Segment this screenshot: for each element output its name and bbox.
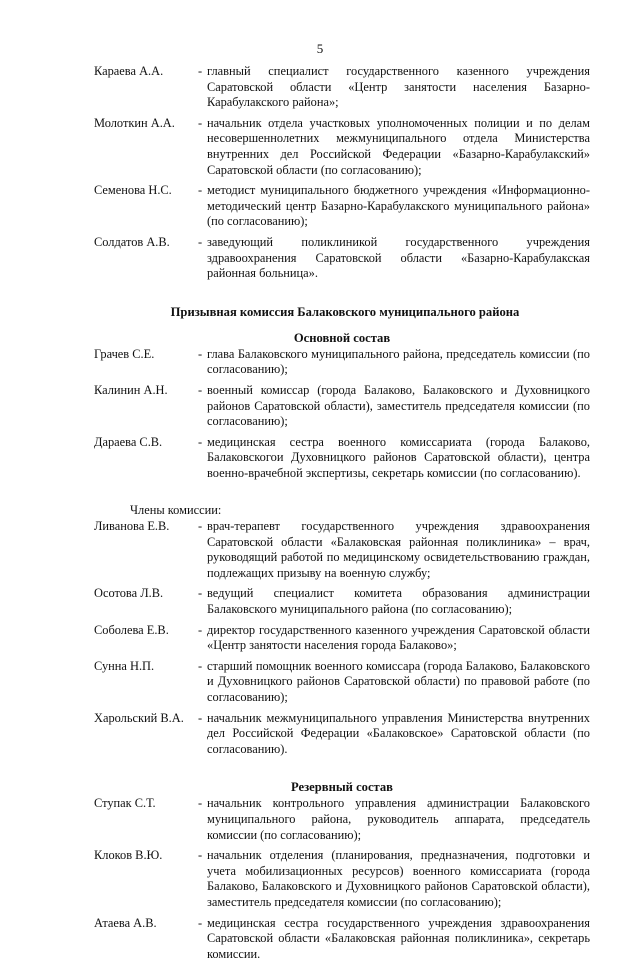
person-name: Молоткин А.А. xyxy=(94,115,175,130)
dash: - xyxy=(198,346,203,361)
dash: - xyxy=(198,796,203,811)
person-name: Караева А.А. xyxy=(94,64,164,78)
list-item xyxy=(94,116,590,178)
person-position: медицинская сестра государственного учреждения здравоохранения Саратовской области «Балаковская районная поликлиника», секретарь комиссии. xyxy=(207,915,590,961)
person-position: методист муниципального бюджетного учреждения «Информационно-методический центр Базарно-Карабулакского муниципального района» (по согласованию); xyxy=(207,183,590,229)
person-name: Сунна Н.П. xyxy=(94,658,155,673)
dash: - xyxy=(198,64,203,78)
person-position: старший помощник военного комиссара (города Балаково, Балаковского и Духовницкого районов Саратовской области) по правовой работе (по согласованию); xyxy=(207,658,590,704)
list-item xyxy=(94,64,590,111)
person-position: медицинская сестра военного комиссариата (города Балаково, Балаковскогои Духовницкого районов Саратовской области), центра военно-врачебной экспертизы, секретарь комиссии (по согласованию). xyxy=(207,434,590,480)
dash: - xyxy=(198,382,203,397)
dash: - xyxy=(198,658,203,673)
person-name: Клоков В.Ю. xyxy=(94,848,163,863)
person-name: Грачев С.Е. xyxy=(94,346,155,361)
person-name: Харольский В.А. xyxy=(94,710,184,725)
person-name: Осотова Л.В. xyxy=(94,586,164,601)
person-name: Калинин А.Н. xyxy=(94,382,168,397)
person-position: врач-терапевт государственного учреждения здравоохранения Саратовской области «Балаковская районная поликлиника» – врач, руководящий работой по медицинскому освидетельствованию граждан, подлежащих призыву на военную службу; xyxy=(207,519,590,580)
person-name: Соболева Е.В. xyxy=(94,622,169,637)
person-name: Солдатов А.В. xyxy=(94,234,170,249)
page-number: 5 xyxy=(316,41,324,56)
main-section-title: Основной состав xyxy=(293,330,391,345)
dash: - xyxy=(198,848,203,863)
person-position: глава Балаковского муниципального района, председатель комиссии (по согласованию); xyxy=(207,346,590,377)
dash: - xyxy=(198,183,203,198)
person-name: Ливанова Е.В. xyxy=(94,519,170,534)
dash: - xyxy=(198,434,203,449)
commission-title: Призывная комиссия Балаковского муниципального района xyxy=(170,304,520,319)
list-item xyxy=(94,916,590,962)
dash: - xyxy=(198,622,203,637)
list-item xyxy=(94,659,590,706)
person-name: Дараева С.В. xyxy=(94,434,163,449)
list-item xyxy=(94,235,590,282)
list-item xyxy=(94,848,590,910)
person-position: начальник отдела участковых уполномоченных полиции и по делам несовершеннолетних межмуниципального отдела Министерства внутренних дел Российской Федерации «Базарно-Карабулакский» Саратовской области (по согласованию); xyxy=(207,115,590,177)
members-label: Члены комиссии: xyxy=(130,503,222,518)
person-position: заведующий поликлиникой государственного учреждения здравоохранения Саратовской области «Базарно-Карабулакская районная больница». xyxy=(207,234,590,281)
dash: - xyxy=(198,115,203,130)
list-item xyxy=(94,586,590,617)
list-item xyxy=(94,711,590,758)
person-name: Ступак С.Т. xyxy=(94,796,156,811)
person-name: Атаева А.В. xyxy=(94,915,157,930)
dash: - xyxy=(198,234,203,249)
person-position: ведущий специалист комитета образования администрации Балаковского муниципального района (по согласованию); xyxy=(207,586,590,617)
person-position: начальник контрольного управления администрации Балаковского муниципального района, руководитель аппарата, председатель комиссии (по согласованию); xyxy=(207,796,590,842)
person-position: военный комиссар (города Балаково, Балаковского и Духовницкого районов Саратовской области), заместитель председателя комиссии (по согласованию); xyxy=(207,382,590,429)
list-item xyxy=(94,383,590,430)
reserve-section-title: Резервный состав xyxy=(291,780,393,795)
person-position: начальник межмуниципального управления Министерства внутренних дел Российской Федерации «Балаковское» Саратовской области (по согласованию). xyxy=(207,710,590,756)
list-item xyxy=(94,796,590,843)
dash: - xyxy=(198,710,203,725)
list-item xyxy=(94,519,590,581)
document-content xyxy=(94,64,590,962)
dash: - xyxy=(198,519,203,534)
dash: - xyxy=(198,586,203,601)
members-list xyxy=(94,519,590,757)
main-section-list xyxy=(94,347,590,482)
person-position: директор государственного казенного учреждения Саратовской области «Центр занятости населения города Балаково»; xyxy=(207,622,590,653)
dash: - xyxy=(198,915,203,930)
top-entries-list xyxy=(94,64,590,282)
list-item xyxy=(94,183,590,230)
person-position: главный специалист государственного казенного учреждения Саратовской области «Центр занятости населения Базарно-Карабулакского района»; xyxy=(207,64,590,110)
list-item xyxy=(94,623,590,654)
list-item xyxy=(94,435,590,482)
list-item xyxy=(94,347,590,378)
person-position: начальник отделения (планирования, предназначения, подготовки и учета мобилизационных ресурсов) военного комиссариата (города Балаково, Балаковского и Духовницкого районов Саратовской области), заместитель председателя комиссии (по согласованию); xyxy=(207,848,590,909)
reserve-section-list xyxy=(94,796,590,962)
person-name: Семенова Н.С. xyxy=(94,183,172,198)
